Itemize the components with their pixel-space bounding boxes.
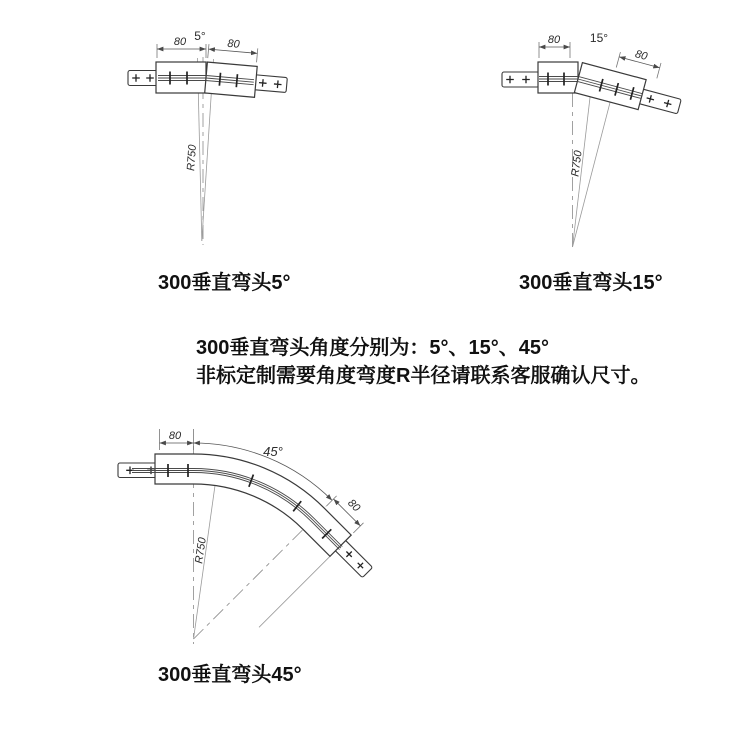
bend-45-dimension-left [160,429,194,450]
bend-45-radius-label: R750 [193,536,209,565]
bend-45-dim-left-label: 80 [168,430,182,442]
diagram-bend-45 [118,429,373,644]
note-line-2: 非标定制需要角度弯度R半径请联系客服确认尺寸。 [196,365,651,387]
bend-5-dimension-right [208,36,259,62]
bend-5-dim-left-label: 80 [173,36,187,48]
bend-5-dim-right-label: 80 [226,37,241,51]
bend-5-right-connector [253,75,287,93]
bend-15-dim-right-label: 80 [633,48,649,63]
diagram-bend-15 [502,31,691,250]
diagram-bend-5 [128,29,290,245]
bend-15-body-left [538,62,578,93]
bend-15-angle-label: 15° [589,31,609,45]
bend-15-body-right [574,63,646,110]
bend-15-left-arm [502,62,578,93]
bend-45-dim-right-label: 80 [345,497,363,515]
bend-15-dim-left-label: 80 [547,34,561,46]
bend-45-body [155,454,351,556]
bend-45-angle-label: 45° [263,444,283,459]
bend-5-left-arm [128,62,206,93]
bend-15-dimension-left [539,34,570,58]
bend-5-body-left [156,62,206,93]
bend-15-radius-label: R750 [569,149,585,178]
bend-15-right-connector [639,89,682,114]
bend-15-right-arm [574,36,691,120]
bend-5-radius-label: R750 [185,144,199,172]
product-note [196,334,650,390]
caption-bend-45: 300垂直弯头45° [158,664,302,686]
caption-bend-5: 300垂直弯头5° [158,272,291,294]
note-line-1: 300垂直弯头角度分别为：5°、15°、45° [196,337,549,359]
bend-5-right-arm [205,36,291,100]
bend-5-angle-label: 5° [194,29,206,43]
caption-bend-15: 300垂直弯头15° [519,272,663,294]
